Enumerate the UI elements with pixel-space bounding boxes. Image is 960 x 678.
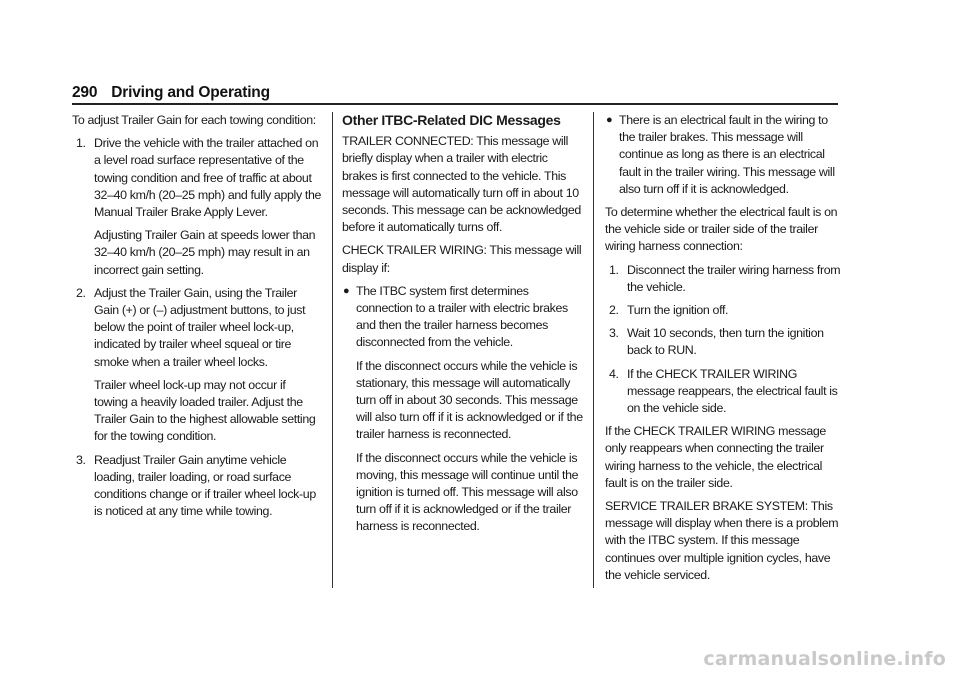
section-title-header: Driving and Operating bbox=[111, 84, 270, 101]
list-item bbox=[72, 135, 322, 279]
intro-paragraph: To adjust Trailer Gain for each towing condition: bbox=[72, 113, 316, 127]
bullet-icon: ● bbox=[606, 114, 613, 126]
step-number: 3. bbox=[76, 452, 86, 467]
step-text: Drive the vehicle with the trailer attached on a level road surface representative of the towing condition and free of traffic at about 32–40 km/h (20–25 mph) and fully apply the Manual Trailer Brake Apply Lever. bbox=[94, 136, 322, 220]
step-text: Readjust Trailer Gain anytime vehicle loading, trailer loading, or road surface conditions change or if trailer wheel lock-up is noticed at any time while towing. bbox=[94, 452, 316, 519]
list-item bbox=[72, 285, 322, 446]
list-item bbox=[72, 452, 322, 521]
service-trailer-brake-paragraph: SERVICE TRAILER BRAKE SYSTEM: This message will display when there is a problem with the ITBC system. If this message continues over multiple ignition cycles, have the vehicle serviced. bbox=[605, 499, 839, 582]
step-note: Adjusting Trailer Gain at speeds lower than 32–40 km/h (20–25 mph) may result in an incorrect gain setting. bbox=[94, 228, 316, 277]
adjust-steps-list bbox=[72, 135, 322, 520]
step-number: 1. bbox=[609, 262, 619, 277]
step-number: 2. bbox=[76, 285, 86, 300]
condition-bullet-list-continued bbox=[605, 112, 841, 198]
step-number: 1. bbox=[76, 136, 86, 151]
header-rule bbox=[72, 103, 838, 105]
step-number: 3. bbox=[609, 326, 619, 341]
step-text: Disconnect the trailer wiring harness from the vehicle. bbox=[627, 262, 841, 294]
list-item bbox=[342, 283, 584, 536]
bullet-subparagraph: If the disconnect occurs while the vehicle is moving, this message will continue until the ignition is turned off. This message will also turn off if it is acknowledged or if the trailer harness is reconnected. bbox=[356, 450, 579, 534]
page-header bbox=[72, 84, 270, 102]
trailer-connected-paragraph: TRAILER CONNECTED: This message will briefly display when a trailer with electric brakes is first connected to the vehicle. This message will automatically turn off in about 10 seconds. This message can be acknowledged before it automatically turns off. bbox=[342, 134, 581, 235]
step-text: If the CHECK TRAILER WIRING message reappears, the electrical fault is on the vehicle side. bbox=[627, 366, 838, 416]
bullet-text: The ITBC system first determines connection to a trailer with electric brakes and then the trailer harness becomes disconnected from the vehicle. bbox=[356, 283, 568, 350]
list-item bbox=[605, 325, 841, 359]
condition-bullet-list bbox=[342, 283, 584, 536]
bullet-text: There is an electrical fault in the wiring to the trailer brakes. This message will continue as long as there is an electrical fault in the trailer wiring. This message will also turn off if it is acknowledged. bbox=[619, 113, 835, 196]
page-number: 290 bbox=[72, 84, 98, 101]
list-item bbox=[605, 366, 841, 418]
column-1 bbox=[72, 112, 322, 526]
column-3 bbox=[605, 112, 841, 590]
list-item bbox=[605, 302, 841, 319]
check-trailer-wiring-paragraph: CHECK TRAILER WIRING: This message will display if: bbox=[342, 243, 582, 275]
column-2 bbox=[342, 112, 584, 542]
watermark-text: carmanualsonline.info bbox=[703, 648, 946, 670]
column-divider-2 bbox=[593, 112, 594, 588]
step-note: Trailer wheel lock-up may not occur if towing a heavily loaded trailer. Adjust the Trailer Gain to the highest allowable setting for the towing condition. bbox=[94, 377, 316, 444]
column-divider-1 bbox=[332, 112, 333, 588]
fault-steps-list bbox=[605, 262, 841, 418]
step-text: Wait 10 seconds, then turn the ignition back to RUN. bbox=[627, 326, 824, 358]
section-heading: Other ITBC-Related DIC Messages bbox=[342, 112, 561, 128]
step-text: Turn the ignition off. bbox=[627, 303, 729, 318]
bullet-subparagraph: If the disconnect occurs while the vehicle is stationary, this message will automatically turn off in about 30 seconds. This message will also turn off if it is acknowledged or if the trailer harness is reconnected. bbox=[356, 358, 583, 442]
fault-location-paragraph: To determine whether the electrical fault is on the vehicle side or trailer side of the trailer wiring harness connection: bbox=[605, 205, 838, 254]
trailer-side-paragraph: If the CHECK TRAILER WIRING message only reappears when connecting the trailer wiring harness to the vehicle, the electrical fault is on the trailer side. bbox=[605, 424, 826, 490]
step-text: Adjust the Trailer Gain, using the Trailer Gain (+) or (–) adjustment buttons, to just below the point of trailer wheel lock-up, indicated by trailer wheel squeal or tire smoke when a trailer wheel locks. bbox=[94, 285, 306, 369]
list-item bbox=[605, 262, 841, 296]
list-item bbox=[605, 112, 841, 198]
bullet-icon: ● bbox=[343, 284, 350, 297]
step-number: 4. bbox=[609, 366, 619, 381]
step-number: 2. bbox=[609, 303, 619, 318]
